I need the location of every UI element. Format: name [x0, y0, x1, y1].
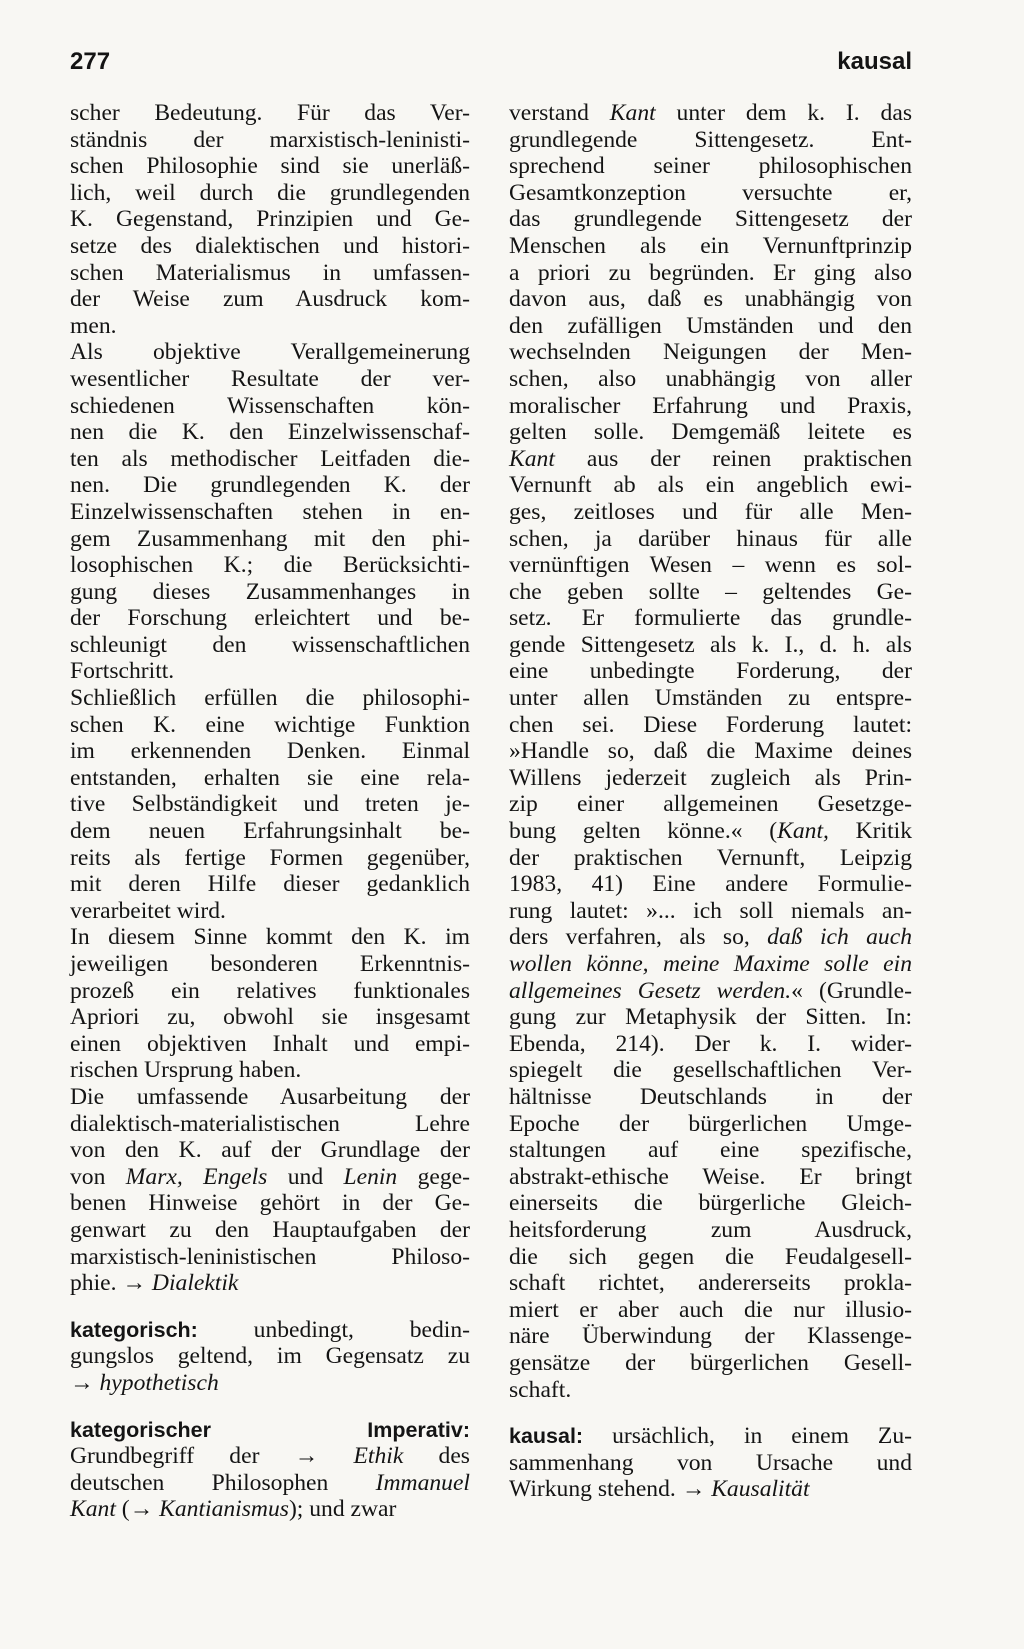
text-line	[509, 1270, 912, 1297]
text-line	[509, 233, 912, 260]
text-line	[509, 366, 912, 393]
text-line	[509, 1476, 912, 1503]
text-line	[509, 898, 912, 925]
text-line	[509, 1084, 912, 1111]
text-segment: abstrakt-ethische Weise. Er bringt	[509, 1163, 912, 1190]
text-segment: wollen könne, meine Maxime solle ein	[509, 951, 912, 977]
page-header	[70, 48, 912, 82]
text-segment: bung gelten könne.« (	[509, 818, 778, 845]
text-segment: miert er aber auch die nur illusio-	[509, 1296, 912, 1323]
text-line	[509, 127, 912, 154]
text-line	[70, 206, 470, 233]
text-segment: lich, weil durch die grundlegenden	[70, 179, 470, 206]
text-line	[70, 1244, 470, 1271]
text-segment: eine unbedingte Forderung, der	[509, 658, 912, 685]
text-line	[509, 499, 912, 526]
text-line	[70, 446, 470, 473]
text-line	[509, 1031, 912, 1058]
text-line	[70, 1470, 470, 1497]
entry-headword: kategorischer Imperativ:	[70, 1417, 470, 1442]
text-segment: gende Sittengesetz als k. I., d. h. als	[509, 631, 912, 658]
text-segment: wesentlicher Resultate der ver-	[70, 365, 470, 392]
text-segment: schen K. eine wichtige Funktion	[70, 711, 470, 738]
right-column	[509, 100, 912, 1503]
text-line	[509, 685, 912, 712]
text-segment: unter allen Umständen zu entspre-	[509, 685, 912, 712]
text-line	[70, 1031, 470, 1058]
text-segment: dialektisch-materialistischen Lehre	[70, 1110, 470, 1137]
text-segment: deutschen Philosophen	[70, 1469, 376, 1496]
text-segment: einerseits die bürgerliche Gleich-	[509, 1190, 912, 1217]
text-segment: gelten solle. Demgemäß leitete es	[509, 419, 912, 446]
text-segment: sammenhang von Ursache und	[509, 1449, 912, 1476]
text-line	[509, 924, 912, 951]
text-line	[509, 286, 912, 313]
text-segment: der praktischen Vernunft, Leipzig	[509, 844, 912, 871]
text-segment: entstanden, erhalten sie eine rela-	[70, 764, 470, 791]
text-line	[509, 1137, 912, 1164]
text-segment: gung zur Metaphysik der Sitten. In:	[509, 1004, 912, 1031]
text-segment: Ebenda, 214). Der k. I. wider-	[509, 1030, 912, 1057]
text-line	[70, 393, 470, 420]
text-line	[509, 818, 912, 845]
text-line	[70, 1343, 470, 1370]
text-segment: moralischer Erfahrung und Praxis,	[509, 392, 912, 419]
text-line	[70, 1004, 470, 1031]
text-segment: tive Selbständigkeit und treten je-	[70, 791, 470, 818]
text-line	[70, 472, 470, 499]
text-line	[70, 1270, 470, 1297]
text-segment: ursächlich, in einem Zu-	[583, 1423, 912, 1450]
text-line	[70, 871, 470, 898]
text-segment: ders verfahren, als so,	[509, 924, 768, 951]
text-line	[70, 313, 470, 340]
text-segment: Wirkung stehend. →	[509, 1476, 712, 1503]
text-segment: Grundbegriff der →	[70, 1443, 354, 1470]
text-line	[509, 313, 912, 340]
text-segment: schen Philosophie sind sie unerläß-	[70, 153, 470, 180]
text-line	[70, 419, 470, 446]
text-segment: ges, zeitloses und für alle Men-	[509, 498, 912, 525]
paragraph-gap	[509, 1403, 912, 1423]
running-head: kausal	[837, 48, 912, 75]
text-segment: genwart zu den Hauptaufgaben der	[70, 1216, 470, 1243]
text-segment: Gesamtkonzeption versuchte er,	[509, 179, 912, 206]
text-line	[70, 1057, 470, 1084]
text-line	[509, 153, 912, 180]
text-line	[509, 712, 912, 739]
text-segment: Als objektive Verallgemeinerung	[70, 339, 470, 366]
text-segment: Kritik	[828, 818, 912, 845]
text-segment: unter dem k. I. das	[655, 100, 912, 126]
text-segment: schaft.	[509, 1376, 572, 1403]
cross-reference-link[interactable]: Kantianismus	[159, 1496, 289, 1523]
text-segment: prozeß ein relatives funktionales	[70, 977, 470, 1004]
text-line	[509, 1004, 912, 1031]
text-segment: Menschen als ein Vernunftprinzip	[509, 232, 912, 259]
text-segment: verstand	[509, 100, 610, 126]
text-line	[509, 1217, 912, 1244]
text-line	[509, 579, 912, 606]
text-line	[509, 1450, 912, 1477]
cross-reference-link[interactable]: Kausalität	[711, 1476, 810, 1503]
text-segment: des	[403, 1443, 470, 1470]
text-line	[509, 1423, 912, 1450]
text-segment: Schließlich erfüllen die philosophi-	[70, 685, 470, 712]
text-line	[70, 791, 470, 818]
text-line	[70, 632, 470, 659]
text-segment: die sich gegen die Feudalgesell-	[509, 1243, 912, 1270]
text-segment: schaft richtet, andererseits prokla-	[509, 1270, 912, 1297]
text-segment: setz. Er formulierte das grundle-	[509, 605, 912, 632]
text-segment: Vernunft ab als ein angeblich ewi-	[509, 472, 912, 499]
text-segment: im erkennenden Denken. Einmal	[70, 738, 470, 765]
text-segment: gege-	[397, 1163, 470, 1190]
text-segment: scher Bedeutung. Für das Ver-	[70, 100, 470, 126]
text-segment: gungslos geltend, im Gegensatz zu	[70, 1343, 470, 1370]
text-line	[70, 845, 470, 872]
text-line	[509, 978, 912, 1005]
text-segment: rischen Ursprung haben.	[70, 1057, 302, 1084]
text-segment: Einzelwissenschaften stehen in en-	[70, 498, 470, 525]
text-segment: (→	[115, 1496, 160, 1523]
entry-headword: kausal:	[509, 1424, 584, 1449]
text-segment: K. Gegenstand, Prinzipien und Ge-	[70, 206, 470, 233]
text-segment: men.	[70, 312, 117, 339]
text-segment: Epoche der bürgerlichen Umge-	[509, 1110, 912, 1137]
text-line	[509, 1377, 912, 1404]
text-line	[509, 871, 912, 898]
text-line	[70, 1443, 470, 1470]
text-segment: losophischen K.; die Berücksichti-	[70, 552, 470, 579]
text-line	[509, 1350, 912, 1377]
text-line	[70, 1190, 470, 1217]
text-segment: Willens jederzeit zugleich als Prin-	[509, 764, 912, 791]
text-line	[509, 765, 912, 792]
page-number: 277	[70, 48, 111, 75]
cross-reference-link[interactable]: hypothetisch	[99, 1369, 219, 1396]
text-line	[70, 658, 470, 685]
text-segment: der Weise zum Ausdruck kom-	[70, 286, 470, 313]
text-line	[509, 526, 912, 553]
text-line	[70, 579, 470, 606]
text-segment: Kant	[609, 100, 656, 126]
left-column	[70, 100, 470, 1523]
text-segment: davon aus, daß es unabhängig von	[509, 286, 912, 313]
text-line	[509, 472, 912, 499]
text-line	[509, 1164, 912, 1191]
text-line	[509, 1323, 912, 1350]
text-line	[509, 1111, 912, 1138]
paragraph-gap	[70, 1297, 470, 1317]
text-segment: benen Hinweise gehört in der Ge-	[70, 1190, 470, 1217]
text-line	[70, 260, 470, 287]
text-segment: ten als methodischer Leitfaden die-	[70, 445, 470, 472]
text-line	[70, 233, 470, 260]
text-line	[509, 738, 912, 765]
cross-reference-link[interactable]: Ethik	[353, 1443, 404, 1470]
text-segment: nen die K. den Einzelwissenschaf-	[70, 419, 470, 446]
text-segment: vernünftigen Wesen – wenn es sol-	[509, 552, 912, 579]
text-segment: Immanuel	[375, 1469, 470, 1496]
text-line	[509, 180, 912, 207]
text-line	[70, 1370, 470, 1397]
text-segment: staltungen auf eine spezifische,	[509, 1137, 912, 1164]
text-segment: hältnisse Deutschlands in der	[509, 1083, 912, 1110]
cross-reference-link[interactable]: Dialektik	[151, 1270, 239, 1297]
text-line	[70, 1317, 470, 1344]
text-line	[509, 206, 912, 233]
text-segment: das grundlegende Sittengesetz der	[509, 206, 912, 233]
text-segment: →	[70, 1369, 100, 1396]
text-segment: heitsforderung zum Ausdruck,	[509, 1216, 912, 1243]
text-segment: chen sei. Diese Forderung lautet:	[509, 711, 912, 738]
text-line	[70, 1417, 470, 1444]
text-segment: »Handle so, daß die Maxime deines	[509, 738, 912, 765]
text-line	[70, 951, 470, 978]
text-segment: Fortschritt.	[70, 658, 175, 685]
text-segment: reits als fertige Formen gegenüber,	[70, 844, 470, 871]
text-segment: phie. →	[70, 1270, 152, 1297]
text-line	[70, 100, 470, 127]
text-line	[509, 552, 912, 579]
entry-headword: kategorisch:	[70, 1317, 198, 1342]
text-segment: 1983, 41) Eine andere Formulie-	[509, 871, 912, 898]
text-segment: näre Überwindung der Klassenge-	[509, 1323, 912, 1350]
text-line	[70, 180, 470, 207]
text-line	[509, 1057, 912, 1084]
text-segment: von	[70, 1163, 126, 1190]
text-line	[70, 366, 470, 393]
text-segment: In diesem Sinne kommt den K. im	[70, 924, 470, 951]
text-segment: den zufälligen Umständen und den	[509, 312, 912, 339]
text-segment: Lenin	[343, 1163, 398, 1190]
text-segment: und	[267, 1163, 344, 1190]
text-line	[70, 685, 470, 712]
text-line	[70, 526, 470, 553]
text-segment: setze des dialektischen und histori-	[70, 232, 470, 259]
text-line	[70, 738, 470, 765]
text-segment: ); und zwar	[288, 1496, 397, 1523]
text-line	[70, 127, 470, 154]
text-line	[70, 552, 470, 579]
text-line	[70, 339, 470, 366]
text-segment: schleunigt den wissenschaftlichen	[70, 631, 470, 658]
text-line	[509, 393, 912, 420]
text-line	[509, 446, 912, 473]
text-segment: marxistisch-leninistischen Philoso-	[70, 1243, 470, 1270]
text-line	[70, 1164, 470, 1191]
text-segment: wechselnden Neigungen der Men-	[509, 339, 912, 366]
text-line	[70, 898, 470, 925]
text-segment: grundlegende Sittengesetz. Ent-	[509, 126, 912, 153]
text-segment: schen, also unabhängig von aller	[509, 365, 912, 392]
text-segment: gung dieses Zusammenhanges in	[70, 578, 470, 605]
text-segment: mit deren Hilfe dieser gedanklich	[70, 871, 470, 898]
text-segment: allgemeines Gesetz werden.	[509, 977, 792, 1004]
text-segment: von den K. auf der Grundlage der	[70, 1137, 470, 1164]
text-segment: aus der reinen praktischen	[554, 445, 912, 472]
text-line	[509, 632, 912, 659]
text-line	[509, 1190, 912, 1217]
text-line	[70, 499, 470, 526]
text-line	[509, 791, 912, 818]
text-line	[70, 712, 470, 739]
text-segment: ständnis der marxistisch-leninisti-	[70, 126, 470, 153]
text-line	[509, 100, 912, 127]
text-line	[509, 658, 912, 685]
text-segment: der Forschung erleichtert und be-	[70, 605, 470, 632]
text-line	[70, 765, 470, 792]
text-segment: Kant	[70, 1496, 116, 1523]
text-segment: Kant,	[777, 818, 829, 845]
text-line	[70, 1084, 470, 1111]
text-line	[70, 978, 470, 1005]
text-line	[70, 1137, 470, 1164]
paragraph-gap	[70, 1397, 470, 1417]
text-segment: « (Grundle-	[791, 977, 912, 1004]
text-line	[70, 1496, 470, 1523]
text-line	[70, 924, 470, 951]
text-segment: a priori zu begründen. Er ging also	[509, 259, 912, 286]
text-line	[70, 153, 470, 180]
text-segment: zip einer allgemeinen Gesetzge-	[509, 791, 912, 818]
text-segment: Apriori zu, obwohl sie insgesamt	[70, 1004, 470, 1031]
text-line	[509, 605, 912, 632]
text-segment: gem Zusammenhang mit den phi-	[70, 525, 470, 552]
text-segment: schen, ja darüber hinaus für alle	[509, 525, 912, 552]
text-line	[509, 951, 912, 978]
text-segment: schen Materialismus in umfassen-	[70, 259, 470, 286]
text-line	[509, 845, 912, 872]
text-line	[509, 339, 912, 366]
text-segment: daß ich auch	[767, 924, 912, 951]
text-segment: sprechend seiner philosophischen	[509, 153, 912, 180]
text-line	[509, 1297, 912, 1324]
text-segment: nen. Die grundlegenden K. der	[70, 472, 470, 499]
text-segment: dem neuen Erfahrungsinhalt be-	[70, 818, 470, 845]
text-line	[509, 1244, 912, 1271]
text-segment: Kant	[509, 445, 555, 472]
text-line	[509, 419, 912, 446]
text-line	[70, 605, 470, 632]
text-segment: jeweiligen besonderen Erkenntnis-	[70, 951, 470, 977]
text-segment: Die umfassende Ausarbeitung der	[70, 1083, 470, 1110]
text-line	[70, 818, 470, 845]
text-line	[70, 1217, 470, 1244]
text-segment: unbedingt, bedin-	[197, 1316, 470, 1343]
text-line	[70, 286, 470, 313]
text-segment: Marx, Engels	[125, 1163, 268, 1190]
text-segment: verarbeitet wird.	[70, 897, 226, 924]
text-line	[70, 1111, 470, 1138]
text-line	[509, 260, 912, 287]
text-segment: che geben sollte – geltendes Ge-	[509, 578, 912, 605]
text-segment: spiegelt die gesellschaftlichen Ver-	[509, 1057, 912, 1084]
text-segment: einen objektiven Inhalt und empi-	[70, 1030, 470, 1057]
text-segment: schiedenen Wissenschaften kön-	[70, 392, 470, 419]
text-segment: rung lautet: »... ich soll niemals an-	[509, 897, 912, 924]
text-segment: gensätze der bürgerlichen Gesell-	[509, 1349, 912, 1376]
